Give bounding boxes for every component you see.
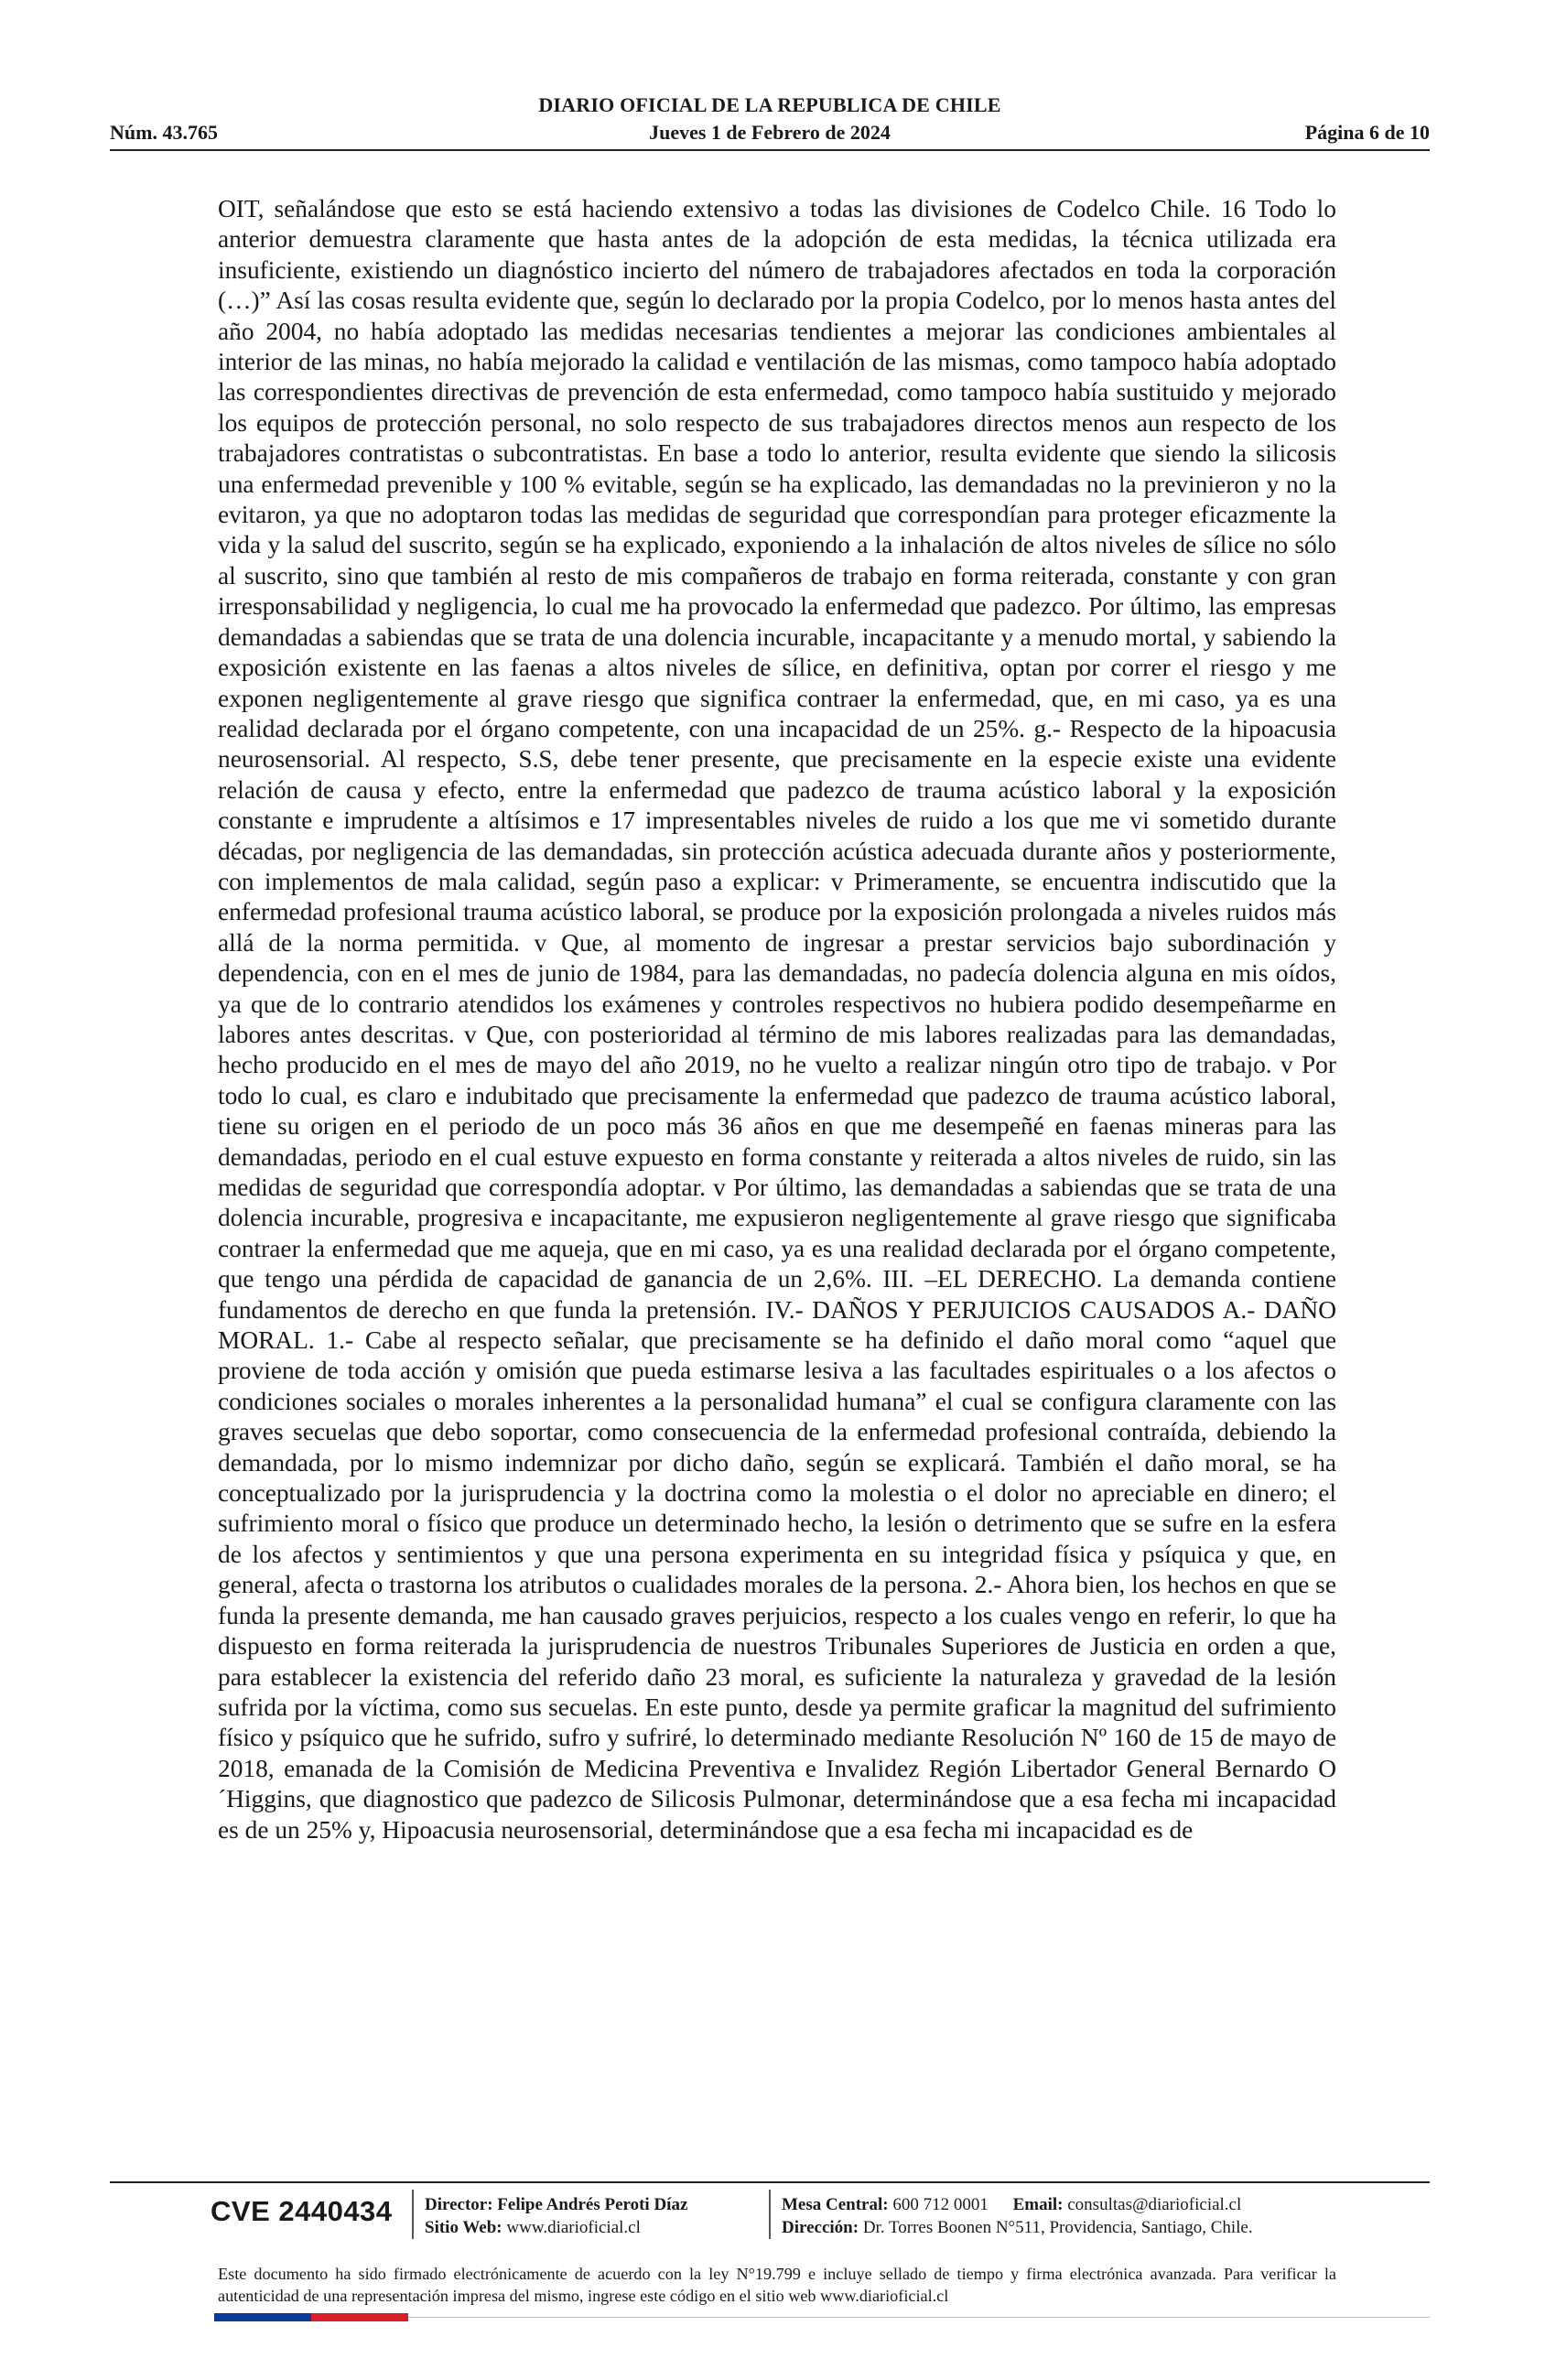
cve-code: CVE 2440434	[211, 2195, 393, 2227]
chile-flag-stripe	[214, 2313, 408, 2321]
flag-blue-band	[214, 2313, 311, 2321]
email-label: Email:	[1012, 2195, 1064, 2214]
address-label: Dirección:	[782, 2218, 859, 2237]
website-line	[425, 2216, 687, 2239]
director-name: Felipe Andrés Peroti Díaz	[497, 2195, 688, 2214]
signature-disclaimer: Este documento ha sido firmado electrónicamente de acuerdo con la ley N°19.799 e incluye sellado de tiempo y firma electrónica avanzada. Para verificar la autenticidad de una representación impresa del mismo, ingrese este código en el sitio web www.diarioficial.cl	[218, 2265, 1336, 2305]
footer-contact-left	[425, 2193, 687, 2239]
document-body	[218, 194, 1336, 1845]
page-header	[110, 93, 1430, 148]
email-group	[1013, 2193, 1242, 2216]
footer-contact-right	[782, 2193, 1253, 2239]
address-line	[782, 2216, 1253, 2239]
address-value: Dr. Torres Boonen N°511, Providencia, Santiago, Chile.	[862, 2218, 1253, 2237]
website-link[interactable]: www.diarioficial.cl	[506, 2218, 641, 2237]
director-label: Director:	[425, 2195, 493, 2214]
director-line	[425, 2193, 687, 2216]
email-link[interactable]: consultas@diarioficial.cl	[1067, 2195, 1242, 2214]
issue-date: Jueves 1 de Febrero de 2024	[649, 121, 891, 144]
phone-label: Mesa Central:	[782, 2195, 889, 2214]
page-indicator: Página 6 de 10	[1304, 121, 1430, 144]
page-footer	[110, 2188, 1430, 2243]
footer-divider	[110, 2181, 1430, 2183]
flag-red-band	[311, 2313, 408, 2321]
website-label: Sitio Web:	[425, 2218, 502, 2237]
phone-value: 600 712 0001	[892, 2195, 989, 2214]
publication-title: DIARIO OFICIAL DE LA REPUBLICA DE CHILE	[538, 93, 1001, 116]
footer-separator	[412, 2190, 414, 2239]
footer-separator	[769, 2190, 771, 2239]
header-meta-row	[110, 121, 1430, 146]
header-divider	[110, 149, 1430, 151]
body-paragraph: OIT, señalándose que esto se está haciendo extensivo a todas las divisiones de Codelco Chile. 16 Todo lo anterior demuestra claramente que hasta antes de la adopción de esta medidas, la técnica utilizada era insuficiente, existiendo un diagnóstico incierto del número de trabajadores afectados en toda la corporación (…)” Así las cosas resulta evidente que, según lo declarado por la propia Codelco, por lo menos hasta antes del año 2004, no había adoptado las medidas necesarias tendientes a mejorar las condiciones ambientales al interior de las minas, no había mejorado la calidad e ventilación de las mismas, como tampoco había adoptado las correspondientes directivas de prevención de esta enfermedad, como tampoco había sustituido y mejorado los equipos de protección personal, no solo respecto de sus trabajadores directos menos aun respecto de los trabajadores contratistas o subcontratistas. En base a todo lo anterior, resulta evidente que siendo la silicosis una enfermedad prevenible y 100 % evitable, según se ha explicado, las demandadas no la previnieron y no la evitaron, ya que no adoptaron todas las medidas de seguridad que correspondían para proteger eficazmente la vida y la salud del suscrito, según se ha explicado, exponiendo a la inhalación de altos niveles de sílice no sólo al suscrito, sino que también al resto de mis compañeros de trabajo en forma reiterada, constante y con gran irresponsabilidad y negligencia, lo cual me ha provocado la enfermedad que padezco. Por último, las empresas demandadas a sabiendas que se trata de una dolencia incurable, incapacitante y a menudo mortal, y sabiendo la exposición existente en las faenas a altos niveles de sílice, en definitiva, optan por correr el riesgo y me exponen negligentemente al grave riesgo que significa contraer la enfermedad, que, en mi caso, ya es una realidad declarada por el órgano competente, con una incapacidad de un 25%. g.- Respecto de la hipoacusia neurosensorial. Al respecto, S.S, debe tener presente, que precisamente en la especie existe una evidente relación de causa y efecto, entre la enfermedad que padezco de trauma acústico laboral y la exposición constante e imprudente a altísimos e 17 impresentables niveles de ruido a los que me vi sometido durante décadas, por negligencia de las demandadas, sin protección acústica adecuada durante años y posteriormente, con implementos de mala calidad, según paso a explicar: v Primeramente, se encuentra indiscutido que la enfermedad profesional trauma acústico laboral, se produce por la exposición prolongada a niveles ruidos más allá de la norma permitida. v Que, al momento de ingresar a prestar servicios bajo subordinación y dependencia, con en el mes de junio de 1984, para las demandadas, no padecía dolencia alguna en mis oídos, ya que de lo contrario atendidos los exámenes y controles respectivos no hubiera podido desempeñarme en labores antes descritas. v Que, con posterioridad al término de mis labores realizadas para las demandadas, hecho producido en el mes de mayo del año 2019, no he vuelto a realizar ningún otro tipo de trabajo. v Por todo lo cual, es claro e indubitado que precisamente la enfermedad que padezco de trauma acústico laboral, tiene su origen en el periodo de un poco más 36 años en que me desempeñé en faenas mineras para las demandadas, periodo en el cual estuve expuesto en forma constante y reiterada a altos niveles de ruido, sin las medidas de seguridad que correspondía adoptar. v Por último, las demandadas a sabiendas que se trata de una dolencia incurable, progresiva e incapacitante, me expusieron negligentemente al grave riesgo que significaba contraer la enfermedad que me aqueja, que en mi caso, ya es una realidad declarada por el órgano competente, que tengo una pérdida de capacidad de ganancia de un 2,6%. III. –EL DERECHO. La demanda contiene fundamentos de derecho en que funda la pretensión. IV.- DAÑOS Y PERJUICIOS CAUSADOS A.- DAÑO MORAL. 1.- Cabe al respecto señalar, que precisamente se ha definido el daño moral como “aquel que proviene de toda acción y omisión que pueda estimarse lesiva a las facultades espirituales o a los afectos o condiciones sociales o morales inherentes a la personalidad humana” el cual se configura claramente con las graves secuelas que debo soportar, como consecuencia de la enfermedad profesional contraída, debiendo la demandada, por lo mismo indemnizar por dicho daño, según se explicará. También el daño moral, se ha conceptualizado por la jurisprudencia y la doctrina como la molestia o el dolor no apreciable en dinero; el sufrimiento moral o físico que produce un determinado hecho, la lesión o detrimento que se sufre en la esfera de los afectos y sentimientos y que una persona experimenta en su integridad física y psíquica y que, en general, afecta o trastorna los atributos o cualidades morales de la persona. 2.- Ahora bien, los hechos en que se funda la presente demanda, me han causado graves perjuicios, respecto a los cuales vengo en referir, lo que ha dispuesto en forma reiterada la jurisprudencia de nuestros Tribunales Superiores de Justicia en orden a que, para establecer la existencia del referido daño 23 moral, es suficiente la naturaleza y gravedad de la lesión sufrida por la víctima, como sus secuelas. En este punto, desde ya permite graficar la magnitud del sufrimiento físico y psíquico que he sufrido, sufro y sufriré, lo determinado mediante Resolución Nº 160 de 15 de mayo de 2018, emanada de la Comisión de Medicina Preventiva e Invalidez Región Libertador General Bernardo O´Higgins, que diagnostico que padezco de Silicosis Pulmonar, determinándose que a esa fecha mi incapacidad es de un 25% y, Hipoacusia neurosensorial, determinándose que a esa fecha mi incapacidad es de	[218, 195, 1336, 1844]
phone-email-line	[782, 2193, 1253, 2216]
issue-number: Núm. 43.765	[110, 121, 218, 144]
bottom-divider	[408, 2317, 1430, 2318]
